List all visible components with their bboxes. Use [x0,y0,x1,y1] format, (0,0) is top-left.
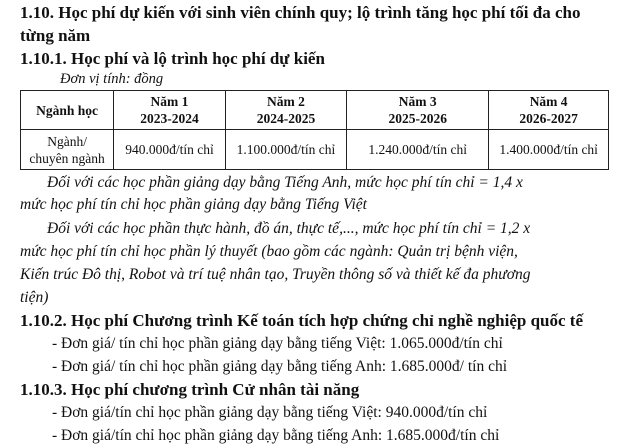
tuition-fee-table [20,90,609,170]
fee-year-1: 940.000đ/tín chỉ [114,130,225,170]
fee-year-4: 1.400.000đ/tín chỉ [489,130,609,170]
list-item: - Đơn giá/tín chỉ học phần giảng dạy bằng tiếng Anh: 1.685.000đ/tín chỉ [52,427,500,444]
note-practice-line-2: mức học phí tín chỉ học phần lý thuyết (bao gồm các ngành: Quản trị bệnh viện, [20,243,518,260]
subsection-title-3: 1.10.3. Học phí chương trình Cử nhân tài năng [20,380,360,399]
note-english-line-2: mức học phí tín chỉ học phần giảng dạy bằng Tiếng Việt [20,196,367,213]
fee-year-3: 1.240.000đ/tín chỉ [347,130,489,170]
header-year-4: Năm 4 2026-2027 [489,91,609,130]
header-year-1: Năm 1 2023-2024 [114,91,225,130]
section-title: 1.10. Học phí dự kiến với sinh viên chính quy; lộ trình tăng học phí tối đa cho [20,3,581,22]
header-major: Ngành học [21,91,114,130]
note-practice-line-4: tiện) [20,289,49,306]
fee-year-2: 1.100.000đ/tín chỉ [225,130,347,170]
list-item: - Đơn giá/tín chỉ học phần giảng dạy bằng tiếng Việt: 940.000đ/tín chỉ [52,404,488,421]
note-english-line-1: Đối với các học phần giảng dạy bằng Tiếng Anh, mức học phí tín chỉ = 1,4 x [47,174,523,191]
subsection-title-2: 1.10.2. Học phí Chương trình Kế toán tích hợp chứng chỉ nghề nghiệp quốc tế [20,311,584,330]
table-header-row [21,91,609,130]
header-year-3: Năm 3 2025-2026 [347,91,489,130]
row-label: Ngành/ chuyên ngành [21,130,114,170]
list-item: - Đơn giá/ tín chỉ học phần giảng dạy bằng tiếng Anh: 1.685.000đ/ tín chỉ [52,358,508,375]
header-year-2: Năm 2 2024-2025 [225,91,347,130]
table-row [21,130,609,170]
list-item: - Đơn giá/ tín chỉ học phần giảng dạy bằng tiếng Việt: 1.065.000đ/tín chỉ [52,335,503,352]
subsection-title-1: 1.10.1. Học phí và lộ trình học phí dự kiến [20,49,325,68]
note-practice-line-3: Kiến trúc Đô thị, Robot và trí tuệ nhân tạo, Truyền thông số và thiết kế đa phương [20,266,531,283]
unit-label: Đơn vị tính: đồng [60,71,164,87]
note-practice-line-1: Đối với các học phần thực hành, đồ án, thực tế,..., mức học phí tín chỉ = 1,2 x [47,220,531,237]
section-title-continued: từng năm [20,26,91,45]
